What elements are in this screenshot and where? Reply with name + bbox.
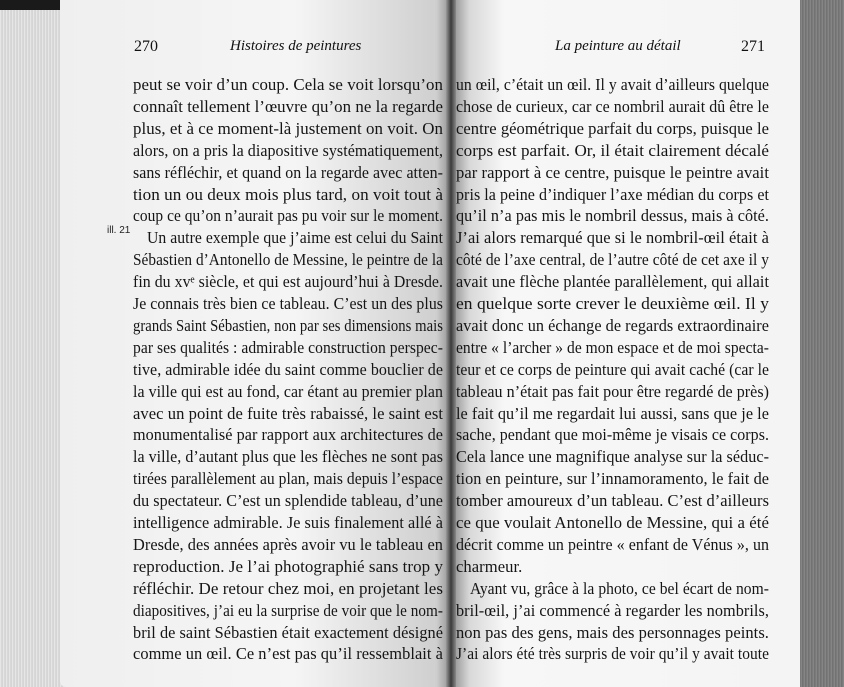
text-line: la ville, d’autant plus que les flèches ne sont pas bbox=[133, 447, 443, 467]
text-line: fin du xvᵉ siècle, et qui est aujourd’hui à Dresde. bbox=[133, 272, 443, 292]
text-line: non pas des gens, mais des personnages peints. bbox=[456, 622, 769, 642]
text-line: un œil, c’était un œil. Il y avait d’ailleurs quelque bbox=[456, 75, 769, 94]
text-line: décrit comme un peintre « enfant de Vénus », un bbox=[456, 534, 769, 554]
text-line: plus, et à ce moment-là justement on voit. On bbox=[133, 118, 443, 138]
margin-note: ill. 21 bbox=[107, 225, 131, 236]
right-page-edges bbox=[799, 0, 844, 687]
text-line: Sébastien d’Antonello de Messine, le peintre de la bbox=[133, 250, 443, 270]
text-line: Un autre exemple que j’aime est celui du Saint bbox=[147, 228, 443, 248]
left-page-number: 270 bbox=[134, 38, 158, 55]
text-line: par rapport à ce centre, puisque le peintre avait bbox=[456, 162, 769, 182]
text-line: entre « l’archer » de mon espace et de moi specta- bbox=[456, 337, 769, 357]
text-line: par ses qualités : admirable construction perspec- bbox=[133, 337, 443, 357]
text-line: le fait qu’il me regardait lui aussi, sans que je le bbox=[456, 403, 769, 423]
text-line: avait donc un échange de regards extraordinaire bbox=[456, 315, 769, 335]
text-line: qu’il n’a pas mis le nombril dessus, mais à côté. bbox=[456, 206, 769, 226]
text-line: coup ce qu’on n’aurait pas pu voir sur le moment. bbox=[133, 206, 443, 226]
text-line: tirées parallèlement au plan, mais depuis l’espace bbox=[133, 469, 443, 489]
text-line: connaît tellement l’œuvre qu’on ne la regarde bbox=[133, 96, 443, 116]
text-line: tion un ou deux mois plus tard, on voit tout à bbox=[133, 184, 443, 204]
text-line: Cela lance une magnifique analyse sur la séduc- bbox=[456, 447, 769, 467]
text-line: corps est parfait. Or, il était clairement décalé bbox=[456, 140, 769, 160]
text-line: monumentalisé par rapport aux architectures de bbox=[133, 425, 443, 445]
text-line: côté de l’axe central, de l’autre côté de cet axe il y bbox=[456, 250, 769, 270]
text-line: J’ai alors remarqué que si le nombril-œil était à bbox=[456, 228, 769, 248]
text-line: la ville qui est au fond, car étant au premier plan bbox=[133, 381, 443, 401]
text-line: teur et ce corps de peinture qui avait caché (car le bbox=[456, 359, 769, 379]
text-line: tive, admirable idée du saint comme bouclier de bbox=[133, 359, 443, 379]
left-running-head: Histoires de peintures bbox=[230, 38, 362, 54]
text-line: charmeur. bbox=[456, 556, 523, 576]
text-line: tion en peinture, sur l’innamoramento, le fait de bbox=[456, 469, 769, 489]
text-line: avait une flèche plantée parallèlement, qui allait bbox=[456, 272, 769, 292]
text-line: grands Saint Sébastien, non par ses dimensions mais bbox=[133, 315, 443, 335]
text-line: pris la peine d’indiquer l’axe médian du corps et bbox=[456, 184, 769, 204]
right-page-number: 271 bbox=[741, 38, 765, 55]
text-line: sans réfléchir, et quand on la regarde avec atten- bbox=[133, 162, 443, 182]
text-line: intelligence admirable. Je suis finalement allé à bbox=[133, 513, 443, 532]
text-line: du spectateur. C’est un splendide tableau, d’une bbox=[133, 491, 443, 511]
text-line: réfléchir. De retour chez moi, en projetant les bbox=[133, 578, 443, 598]
text-line: Dresde, des années après avoir vu le tableau en bbox=[133, 534, 443, 554]
text-line: bril-œil, j’ai commencé à regarder les nombrils, bbox=[456, 600, 769, 620]
text-line: tableau n’était pas fait pour être regardé de près) bbox=[456, 381, 769, 401]
right-running-head: La peinture au détail bbox=[555, 38, 681, 54]
text-line: reproduction. Je l’ai photographié sans trop y bbox=[133, 556, 443, 576]
text-line: J’ai alors été très surpris de voir qu’il y avait toute bbox=[456, 644, 769, 664]
text-line: centre géométrique parfait du corps, puisque le bbox=[456, 118, 769, 138]
text-line: sache, pendant que moi-même je visais ce corps. bbox=[456, 425, 769, 445]
text-line: peut se voir d’un coup. Cela se voit lorsqu’on bbox=[133, 75, 443, 94]
text-line: chose de curieux, car ce nombril aurait dû être le bbox=[456, 96, 769, 116]
text-line: en quelque sorte crever le deuxième œil. Il y bbox=[456, 294, 769, 313]
text-line: Ayant vu, grâce à la photo, ce bel écart de nom- bbox=[470, 578, 769, 598]
book-gutter bbox=[446, 0, 456, 687]
text-line: ce que voulait Antonello de Messine, qui a été bbox=[456, 513, 769, 532]
text-line: tomber amoureux d’un tableau. C’est d’ailleurs bbox=[456, 491, 769, 511]
text-line: avec un point de fuite très rabaissé, le saint est bbox=[133, 403, 443, 423]
text-line: Je connais très bien ce tableau. C’est un des plus bbox=[133, 294, 443, 313]
text-line: diapositives, j’ai eu la surprise de voir que le nom- bbox=[133, 600, 443, 620]
text-line: comme un œil. Ce n’est pas qu’il ressemblait à bbox=[133, 644, 443, 664]
text-line: alors, on a pris la diapositive systématiquement, bbox=[133, 140, 443, 160]
text-line: bril de saint Sébastien était exactement désigné bbox=[133, 622, 443, 642]
